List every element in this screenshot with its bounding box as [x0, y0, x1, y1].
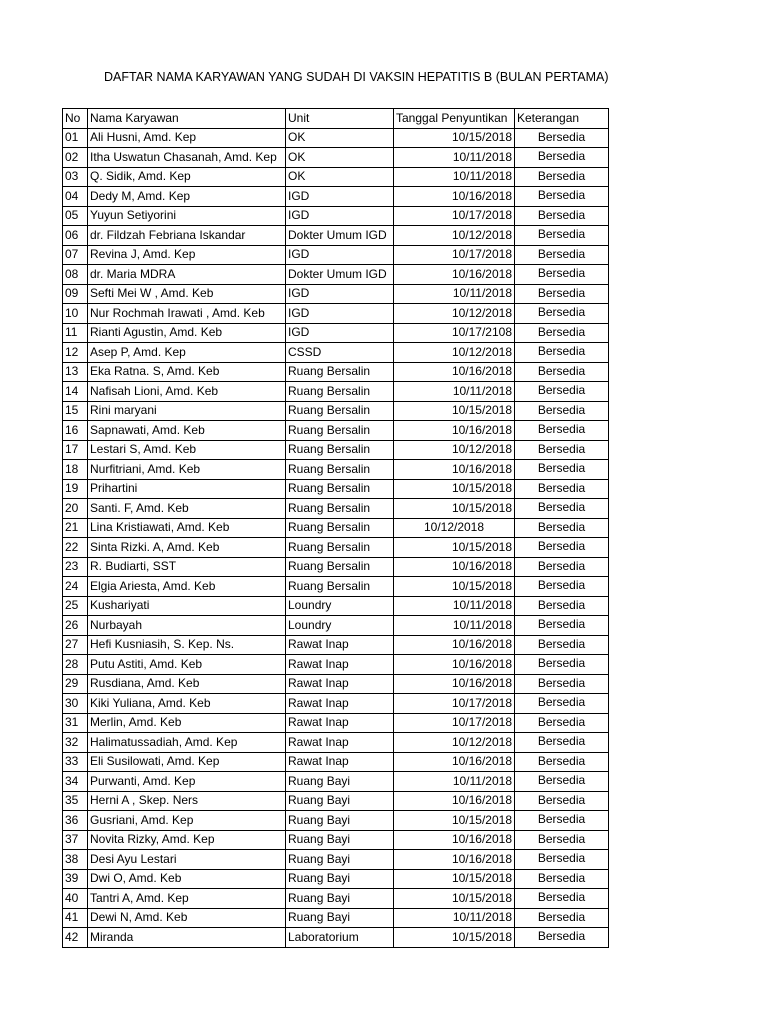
cell-unit: IGD — [286, 284, 394, 304]
cell-no: 28 — [63, 655, 88, 675]
cell-no: 39 — [63, 869, 88, 889]
table-row — [63, 596, 609, 616]
cell-unit: Rawat Inap — [286, 655, 394, 675]
cell-name: Prihartini — [88, 479, 286, 499]
cell-keterangan: Bersedia — [515, 265, 609, 285]
cell-name: Rianti Agustin, Amd. Keb — [88, 323, 286, 343]
cell-name: Nafisah Lioni, Amd. Keb — [88, 382, 286, 402]
cell-date: 10/16/2018 — [394, 830, 515, 850]
header-name: Nama Karyawan — [88, 109, 286, 129]
cell-name: Dewi N, Amd. Keb — [88, 908, 286, 928]
cell-no: 19 — [63, 479, 88, 499]
cell-no: 36 — [63, 811, 88, 831]
cell-keterangan: Bersedia — [515, 850, 609, 870]
header-no: No — [63, 109, 88, 129]
cell-date: 10/17/2018 — [394, 245, 515, 265]
cell-name: Santi. F, Amd. Keb — [88, 499, 286, 519]
table-row — [63, 655, 609, 675]
header-keterangan: Keterangan — [515, 109, 609, 129]
cell-name: Tantri A, Amd. Kep — [88, 889, 286, 909]
cell-name: Asep P, Amd. Kep — [88, 343, 286, 363]
cell-no: 41 — [63, 908, 88, 928]
cell-keterangan: Bersedia — [515, 694, 609, 714]
cell-name: Dwi O, Amd. Keb — [88, 869, 286, 889]
cell-no: 05 — [63, 206, 88, 226]
cell-date: 10/16/2018 — [394, 265, 515, 285]
cell-unit: Ruang Bersalin — [286, 499, 394, 519]
cell-date: 10/15/2018 — [394, 401, 515, 421]
cell-date: 10/11/2018 — [394, 284, 515, 304]
cell-unit: Ruang Bersalin — [286, 401, 394, 421]
cell-no: 03 — [63, 167, 88, 187]
cell-no: 34 — [63, 772, 88, 792]
cell-unit: Laboratorium — [286, 928, 394, 948]
cell-name: Rini maryani — [88, 401, 286, 421]
cell-date: 10/16/2018 — [394, 635, 515, 655]
cell-date: 10/15/2018 — [394, 889, 515, 909]
table-row — [63, 811, 609, 831]
cell-no: 10 — [63, 304, 88, 324]
cell-date: 10/11/2018 — [394, 596, 515, 616]
cell-unit: Ruang Bersalin — [286, 362, 394, 382]
cell-name: Purwanti, Amd. Kep — [88, 772, 286, 792]
cell-no: 40 — [63, 889, 88, 909]
table-row — [63, 343, 609, 363]
cell-date: 10/16/2018 — [394, 791, 515, 811]
cell-unit: Ruang Bersalin — [286, 538, 394, 558]
cell-date: 10/12/2018 — [394, 733, 515, 753]
cell-date: 10/16/2018 — [394, 187, 515, 207]
cell-no: 04 — [63, 187, 88, 207]
cell-unit: OK — [286, 148, 394, 168]
cell-name: Rusdiana, Amd. Keb — [88, 674, 286, 694]
cell-name: Nurfitriani, Amd. Keb — [88, 460, 286, 480]
table-row — [63, 830, 609, 850]
cell-keterangan: Bersedia — [515, 304, 609, 324]
cell-no: 20 — [63, 499, 88, 519]
table-row — [63, 908, 609, 928]
cell-no: 23 — [63, 557, 88, 577]
cell-no: 12 — [63, 343, 88, 363]
cell-name: Herni A , Skep. Ners — [88, 791, 286, 811]
cell-unit: Rawat Inap — [286, 733, 394, 753]
table-row — [63, 265, 609, 285]
table-row — [63, 928, 609, 948]
cell-no: 29 — [63, 674, 88, 694]
cell-unit: Loundry — [286, 616, 394, 636]
cell-keterangan: Bersedia — [515, 206, 609, 226]
table-row — [63, 538, 609, 558]
table-row — [63, 206, 609, 226]
cell-no: 13 — [63, 362, 88, 382]
cell-name: Halimatussadiah, Amd. Kep — [88, 733, 286, 753]
table-row — [63, 479, 609, 499]
cell-date: 10/12/2018 — [394, 226, 515, 246]
cell-keterangan: Bersedia — [515, 518, 609, 538]
cell-date: 10/11/2018 — [394, 167, 515, 187]
cell-date: 10/17/2018 — [394, 206, 515, 226]
cell-unit: IGD — [286, 187, 394, 207]
cell-date: 10/16/2018 — [394, 655, 515, 675]
cell-date: 10/12/2018 — [394, 343, 515, 363]
cell-date: 10/15/2018 — [394, 928, 515, 948]
table-row — [63, 674, 609, 694]
cell-date: 10/11/2018 — [394, 148, 515, 168]
table-row — [63, 869, 609, 889]
table-row — [63, 791, 609, 811]
cell-unit: IGD — [286, 206, 394, 226]
cell-name: Itha Uswatun Chasanah, Amd. Kep — [88, 148, 286, 168]
cell-no: 26 — [63, 616, 88, 636]
cell-name: Novita Rizky, Amd. Kep — [88, 830, 286, 850]
cell-name: dr. Fildzah Febriana Iskandar — [88, 226, 286, 246]
cell-unit: Ruang Bayi — [286, 811, 394, 831]
cell-name: Sefti Mei W , Amd. Keb — [88, 284, 286, 304]
cell-keterangan: Bersedia — [515, 733, 609, 753]
cell-date: 10/15/2018 — [394, 538, 515, 558]
table-row — [63, 460, 609, 480]
cell-keterangan: Bersedia — [515, 284, 609, 304]
table-row — [63, 128, 609, 148]
cell-keterangan: Bersedia — [515, 499, 609, 519]
cell-name: Eka Ratna. S, Amd. Keb — [88, 362, 286, 382]
cell-unit: OK — [286, 128, 394, 148]
cell-no: 22 — [63, 538, 88, 558]
table-row — [63, 635, 609, 655]
cell-date: 10/17/2018 — [394, 713, 515, 733]
cell-date: 10/16/2018 — [394, 674, 515, 694]
cell-no: 21 — [63, 518, 88, 538]
cell-unit: Ruang Bersalin — [286, 440, 394, 460]
table-row — [63, 616, 609, 636]
cell-name: R. Budiarti, SST — [88, 557, 286, 577]
cell-name: Gusriani, Amd. Kep — [88, 811, 286, 831]
cell-unit: Ruang Bayi — [286, 869, 394, 889]
cell-date: 10/15/2018 — [394, 577, 515, 597]
cell-name: Kiki Yuliana, Amd. Keb — [88, 694, 286, 714]
cell-no: 35 — [63, 791, 88, 811]
cell-name: Sapnawati, Amd. Keb — [88, 421, 286, 441]
cell-unit: OK — [286, 167, 394, 187]
cell-keterangan: Bersedia — [515, 752, 609, 772]
cell-name: Lina Kristiawati, Amd. Keb — [88, 518, 286, 538]
cell-keterangan: Bersedia — [515, 460, 609, 480]
cell-date: 10/17/2108 — [394, 323, 515, 343]
table-row — [63, 245, 609, 265]
cell-unit: Ruang Bayi — [286, 850, 394, 870]
table-row — [63, 323, 609, 343]
cell-no: 08 — [63, 265, 88, 285]
cell-unit: Dokter Umum IGD — [286, 226, 394, 246]
table-row — [63, 187, 609, 207]
cell-keterangan: Bersedia — [515, 557, 609, 577]
cell-keterangan: Bersedia — [515, 635, 609, 655]
cell-unit: Ruang Bersalin — [286, 518, 394, 538]
cell-date: 10/12/2018 — [394, 518, 515, 538]
cell-name: Putu Astiti, Amd. Keb — [88, 655, 286, 675]
cell-keterangan: Bersedia — [515, 128, 609, 148]
cell-no: 07 — [63, 245, 88, 265]
table-row — [63, 148, 609, 168]
cell-keterangan: Bersedia — [515, 596, 609, 616]
cell-date: 10/11/2018 — [394, 772, 515, 792]
cell-no: 37 — [63, 830, 88, 850]
table-row — [63, 772, 609, 792]
cell-unit: Ruang Bersalin — [286, 421, 394, 441]
cell-name: Dedy M, Amd. Kep — [88, 187, 286, 207]
cell-no: 01 — [63, 128, 88, 148]
cell-keterangan: Bersedia — [515, 908, 609, 928]
cell-no: 16 — [63, 421, 88, 441]
cell-unit: Ruang Bayi — [286, 791, 394, 811]
table-row — [63, 557, 609, 577]
cell-date: 10/17/2018 — [394, 694, 515, 714]
cell-unit: IGD — [286, 245, 394, 265]
cell-keterangan: Bersedia — [515, 362, 609, 382]
cell-name: Kushariyati — [88, 596, 286, 616]
table-row — [63, 284, 609, 304]
cell-keterangan: Bersedia — [515, 791, 609, 811]
header-date: Tanggal Penyuntikan — [394, 109, 515, 129]
cell-no: 25 — [63, 596, 88, 616]
cell-keterangan: Bersedia — [515, 479, 609, 499]
table-row — [63, 226, 609, 246]
cell-no: 17 — [63, 440, 88, 460]
table-row — [63, 733, 609, 753]
cell-date: 10/12/2018 — [394, 304, 515, 324]
cell-date: 10/15/2018 — [394, 128, 515, 148]
cell-keterangan: Bersedia — [515, 869, 609, 889]
cell-no: 02 — [63, 148, 88, 168]
table-row — [63, 499, 609, 519]
cell-no: 06 — [63, 226, 88, 246]
cell-date: 10/15/2018 — [394, 811, 515, 831]
cell-keterangan: Bersedia — [515, 148, 609, 168]
cell-unit: Rawat Inap — [286, 694, 394, 714]
cell-no: 32 — [63, 733, 88, 753]
cell-unit: Rawat Inap — [286, 674, 394, 694]
cell-name: Desi Ayu Lestari — [88, 850, 286, 870]
cell-no: 42 — [63, 928, 88, 948]
cell-name: Merlin, Amd. Keb — [88, 713, 286, 733]
table-row — [63, 889, 609, 909]
cell-keterangan: Bersedia — [515, 343, 609, 363]
cell-keterangan: Bersedia — [515, 772, 609, 792]
cell-name: Miranda — [88, 928, 286, 948]
cell-keterangan: Bersedia — [515, 401, 609, 421]
cell-name: Sinta Rizki. A, Amd. Keb — [88, 538, 286, 558]
cell-unit: IGD — [286, 304, 394, 324]
cell-unit: Ruang Bayi — [286, 908, 394, 928]
cell-date: 10/16/2018 — [394, 460, 515, 480]
table-row — [63, 362, 609, 382]
cell-unit: Ruang Bayi — [286, 830, 394, 850]
cell-no: 31 — [63, 713, 88, 733]
cell-date: 10/16/2018 — [394, 850, 515, 870]
cell-name: dr. Maria MDRA — [88, 265, 286, 285]
cell-keterangan: Bersedia — [515, 421, 609, 441]
table-row — [63, 382, 609, 402]
table-row — [63, 518, 609, 538]
table-header-row — [63, 109, 609, 129]
cell-unit: Ruang Bersalin — [286, 382, 394, 402]
cell-date: 10/16/2018 — [394, 557, 515, 577]
cell-no: 27 — [63, 635, 88, 655]
cell-name: Elgia Ariesta, Amd. Keb — [88, 577, 286, 597]
table-row — [63, 304, 609, 324]
cell-unit: Loundry — [286, 596, 394, 616]
cell-date: 10/15/2018 — [394, 499, 515, 519]
cell-name: Nurbayah — [88, 616, 286, 636]
cell-keterangan: Bersedia — [515, 323, 609, 343]
cell-no: 18 — [63, 460, 88, 480]
cell-unit: Ruang Bayi — [286, 772, 394, 792]
cell-no: 33 — [63, 752, 88, 772]
cell-date: 10/11/2018 — [394, 616, 515, 636]
cell-keterangan: Bersedia — [515, 830, 609, 850]
table-row — [63, 850, 609, 870]
cell-unit: Ruang Bersalin — [286, 577, 394, 597]
table-body — [63, 128, 609, 947]
cell-name: Eli Susilowati, Amd. Kep — [88, 752, 286, 772]
cell-date: 10/16/2018 — [394, 421, 515, 441]
cell-keterangan: Bersedia — [515, 187, 609, 207]
table-row — [63, 421, 609, 441]
cell-keterangan: Bersedia — [515, 577, 609, 597]
cell-keterangan: Bersedia — [515, 616, 609, 636]
cell-name: Q. Sidik, Amd. Kep — [88, 167, 286, 187]
cell-unit: Ruang Bersalin — [286, 460, 394, 480]
cell-keterangan: Bersedia — [515, 713, 609, 733]
cell-no: 09 — [63, 284, 88, 304]
cell-keterangan: Bersedia — [515, 245, 609, 265]
table-row — [63, 752, 609, 772]
cell-keterangan: Bersedia — [515, 382, 609, 402]
cell-keterangan: Bersedia — [515, 889, 609, 909]
cell-date: 10/15/2018 — [394, 869, 515, 889]
cell-keterangan: Bersedia — [515, 226, 609, 246]
cell-keterangan: Bersedia — [515, 928, 609, 948]
document-title: DAFTAR NAMA KARYAWAN YANG SUDAH DI VAKSIN HEPATITIS B (BULAN PERTAMA) — [104, 70, 609, 84]
cell-unit: Ruang Bersalin — [286, 557, 394, 577]
table-row — [63, 167, 609, 187]
cell-unit: Rawat Inap — [286, 752, 394, 772]
table-row — [63, 577, 609, 597]
cell-unit: Ruang Bersalin — [286, 479, 394, 499]
cell-date: 10/15/2018 — [394, 479, 515, 499]
cell-keterangan: Bersedia — [515, 674, 609, 694]
cell-keterangan: Bersedia — [515, 655, 609, 675]
cell-date: 10/16/2018 — [394, 752, 515, 772]
table-row — [63, 694, 609, 714]
cell-keterangan: Bersedia — [515, 167, 609, 187]
table-row — [63, 713, 609, 733]
cell-no: 38 — [63, 850, 88, 870]
cell-name: Yuyun Setiyorini — [88, 206, 286, 226]
cell-no: 30 — [63, 694, 88, 714]
cell-no: 15 — [63, 401, 88, 421]
cell-keterangan: Bersedia — [515, 538, 609, 558]
cell-date: 10/11/2018 — [394, 908, 515, 928]
cell-unit: CSSD — [286, 343, 394, 363]
cell-unit: Rawat Inap — [286, 635, 394, 655]
cell-date: 10/16/2018 — [394, 362, 515, 382]
table-row — [63, 440, 609, 460]
cell-no: 14 — [63, 382, 88, 402]
cell-unit: Rawat Inap — [286, 713, 394, 733]
cell-unit: Ruang Bayi — [286, 889, 394, 909]
cell-name: Ali Husni, Amd. Kep — [88, 128, 286, 148]
cell-name: Lestari S, Amd. Keb — [88, 440, 286, 460]
cell-date: 10/12/2018 — [394, 440, 515, 460]
cell-keterangan: Bersedia — [515, 440, 609, 460]
employee-table — [62, 108, 609, 948]
cell-name: Nur Rochmah Irawati , Amd. Keb — [88, 304, 286, 324]
cell-name: Revina J, Amd. Kep — [88, 245, 286, 265]
cell-date: 10/11/2018 — [394, 382, 515, 402]
cell-keterangan: Bersedia — [515, 811, 609, 831]
cell-unit: Dokter Umum IGD — [286, 265, 394, 285]
cell-no: 24 — [63, 577, 88, 597]
header-unit: Unit — [286, 109, 394, 129]
table-row — [63, 401, 609, 421]
cell-no: 11 — [63, 323, 88, 343]
cell-name: Hefi Kusniasih, S. Kep. Ns. — [88, 635, 286, 655]
cell-unit: IGD — [286, 323, 394, 343]
